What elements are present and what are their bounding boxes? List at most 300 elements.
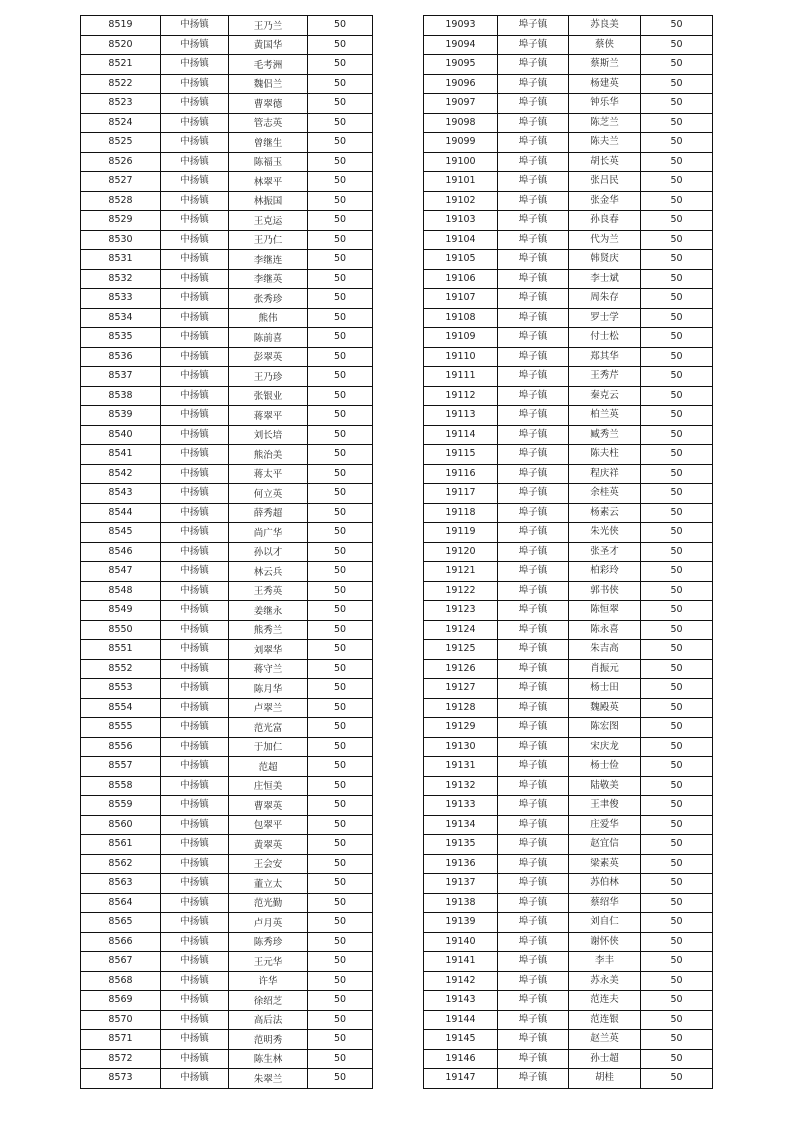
cell-amount: 50 [641, 1030, 713, 1050]
table-row [81, 484, 373, 504]
cell-amount: 50 [308, 737, 373, 757]
cell-amount: 50 [641, 562, 713, 582]
cell-amount: 50 [641, 932, 713, 952]
cell-name: 臧秀兰 [569, 425, 641, 445]
cell-id: 19098 [424, 113, 498, 133]
cell-town: 中扬镇 [161, 1030, 229, 1050]
table-row [81, 893, 373, 913]
cell-id: 19132 [424, 776, 498, 796]
cell-town: 中扬镇 [161, 347, 229, 367]
cell-amount: 50 [308, 250, 373, 270]
cell-name: 李继连 [229, 250, 308, 270]
cell-town: 中扬镇 [161, 562, 229, 582]
cell-id: 19133 [424, 796, 498, 816]
cell-amount: 50 [308, 35, 373, 55]
cell-name: 李继英 [229, 269, 308, 289]
cell-town: 埠子镇 [498, 757, 569, 777]
cell-town: 埠子镇 [498, 854, 569, 874]
table-row [424, 1069, 713, 1089]
table-row [424, 737, 713, 757]
cell-amount: 50 [308, 581, 373, 601]
cell-town: 埠子镇 [498, 347, 569, 367]
cell-amount: 50 [308, 94, 373, 114]
cell-id: 19129 [424, 718, 498, 738]
cell-amount: 50 [308, 445, 373, 465]
cell-id: 8565 [81, 913, 161, 933]
table-row [81, 913, 373, 933]
cell-name: 孙士超 [569, 1049, 641, 1069]
cell-name: 朱光侠 [569, 523, 641, 543]
cell-amount: 50 [641, 815, 713, 835]
table-row [81, 854, 373, 874]
cell-town: 中扬镇 [161, 464, 229, 484]
cell-amount: 50 [308, 211, 373, 231]
cell-amount: 50 [641, 289, 713, 309]
cell-id: 8561 [81, 835, 161, 855]
cell-town: 中扬镇 [161, 542, 229, 562]
cell-amount: 50 [641, 718, 713, 738]
cell-id: 19118 [424, 503, 498, 523]
table-row [81, 464, 373, 484]
cell-name: 周朱存 [569, 289, 641, 309]
cell-name: 曾继生 [229, 133, 308, 153]
table-row [81, 211, 373, 231]
cell-name: 宋庆龙 [569, 737, 641, 757]
cell-town: 中扬镇 [161, 601, 229, 621]
cell-id: 19115 [424, 445, 498, 465]
cell-amount: 50 [641, 796, 713, 816]
cell-name: 杨士田 [569, 679, 641, 699]
cell-name: 王聿俊 [569, 796, 641, 816]
cell-town: 埠子镇 [498, 445, 569, 465]
cell-name: 庄恒美 [229, 776, 308, 796]
cell-town: 埠子镇 [498, 425, 569, 445]
cell-amount: 50 [641, 952, 713, 972]
cell-amount: 50 [641, 913, 713, 933]
cell-amount: 50 [308, 815, 373, 835]
cell-town: 埠子镇 [498, 16, 569, 36]
table-row [424, 133, 713, 153]
table-row [424, 659, 713, 679]
cell-town: 中扬镇 [161, 445, 229, 465]
cell-town: 埠子镇 [498, 523, 569, 543]
table-row [424, 679, 713, 699]
table-row [81, 94, 373, 114]
cell-amount: 50 [641, 620, 713, 640]
cell-id: 19105 [424, 250, 498, 270]
cell-town: 埠子镇 [498, 776, 569, 796]
table-row [81, 16, 373, 36]
table-row [424, 542, 713, 562]
cell-town: 中扬镇 [161, 425, 229, 445]
cell-id: 8551 [81, 640, 161, 660]
cell-town: 埠子镇 [498, 308, 569, 328]
cell-id: 8547 [81, 562, 161, 582]
table-row [81, 620, 373, 640]
cell-name: 苏伯林 [569, 874, 641, 894]
cell-amount: 50 [308, 620, 373, 640]
cell-amount: 50 [641, 74, 713, 94]
cell-name: 魏侣兰 [229, 74, 308, 94]
cell-town: 中扬镇 [161, 308, 229, 328]
cell-id: 19143 [424, 991, 498, 1011]
cell-id: 8564 [81, 893, 161, 913]
cell-town: 中扬镇 [161, 16, 229, 36]
table-row [424, 191, 713, 211]
cell-town: 埠子镇 [498, 698, 569, 718]
table-row [424, 913, 713, 933]
cell-id: 8538 [81, 386, 161, 406]
cell-id: 8545 [81, 523, 161, 543]
cell-id: 8548 [81, 581, 161, 601]
cell-amount: 50 [641, 386, 713, 406]
cell-id: 8559 [81, 796, 161, 816]
cell-id: 8530 [81, 230, 161, 250]
table-row [424, 932, 713, 952]
table-row [424, 406, 713, 426]
cell-town: 埠子镇 [498, 464, 569, 484]
table-row [424, 152, 713, 172]
table-row [424, 562, 713, 582]
cell-amount: 50 [308, 854, 373, 874]
table-row [424, 952, 713, 972]
cell-town: 中扬镇 [161, 74, 229, 94]
cell-name: 许华 [229, 971, 308, 991]
cell-name: 包翠平 [229, 815, 308, 835]
cell-name: 蒋翠平 [229, 406, 308, 426]
cell-amount: 50 [641, 601, 713, 621]
table-row [81, 640, 373, 660]
cell-name: 徐绍芝 [229, 991, 308, 1011]
cell-name: 林翠平 [229, 172, 308, 192]
cell-id: 19110 [424, 347, 498, 367]
cell-name: 苏永美 [569, 971, 641, 991]
table-row [424, 523, 713, 543]
cell-name: 柏兰英 [569, 406, 641, 426]
cell-name: 赵宜信 [569, 835, 641, 855]
cell-amount: 50 [308, 113, 373, 133]
table-row [81, 425, 373, 445]
table-row [81, 991, 373, 1011]
table-row [424, 445, 713, 465]
cell-name: 熊秀兰 [229, 620, 308, 640]
cell-name: 张吕民 [569, 172, 641, 192]
cell-id: 19112 [424, 386, 498, 406]
roster-table-right [423, 15, 713, 1089]
cell-name: 秦克云 [569, 386, 641, 406]
table-row [81, 367, 373, 387]
cell-town: 中扬镇 [161, 835, 229, 855]
cell-amount: 50 [641, 640, 713, 660]
cell-name: 管志英 [229, 113, 308, 133]
table-row [81, 445, 373, 465]
cell-id: 19125 [424, 640, 498, 660]
cell-id: 19137 [424, 874, 498, 894]
table-row [81, 1010, 373, 1030]
cell-amount: 50 [641, 835, 713, 855]
cell-amount: 50 [641, 523, 713, 543]
table-row [424, 289, 713, 309]
cell-amount: 50 [308, 308, 373, 328]
cell-amount: 50 [641, 328, 713, 348]
cell-town: 埠子镇 [498, 542, 569, 562]
table-row [424, 230, 713, 250]
cell-id: 8552 [81, 659, 161, 679]
table-row [81, 35, 373, 55]
cell-town: 埠子镇 [498, 815, 569, 835]
table-row [81, 347, 373, 367]
cell-town: 埠子镇 [498, 367, 569, 387]
cell-amount: 50 [641, 1049, 713, 1069]
cell-name: 余桂英 [569, 484, 641, 504]
cell-name: 张银业 [229, 386, 308, 406]
cell-id: 8524 [81, 113, 161, 133]
roster-body-left [81, 16, 373, 1089]
cell-amount: 50 [641, 113, 713, 133]
cell-name: 付士松 [569, 328, 641, 348]
cell-amount: 50 [641, 55, 713, 75]
table-row [424, 503, 713, 523]
table-row [81, 874, 373, 894]
cell-amount: 50 [308, 503, 373, 523]
cell-name: 张秀珍 [229, 289, 308, 309]
cell-town: 埠子镇 [498, 640, 569, 660]
cell-town: 中扬镇 [161, 152, 229, 172]
cell-name: 王秀芹 [569, 367, 641, 387]
cell-town: 中扬镇 [161, 854, 229, 874]
table-row [424, 854, 713, 874]
cell-name: 陈福玉 [229, 152, 308, 172]
cell-amount: 50 [308, 74, 373, 94]
cell-amount: 50 [308, 796, 373, 816]
cell-id: 19123 [424, 601, 498, 621]
cell-town: 中扬镇 [161, 679, 229, 699]
cell-id: 19147 [424, 1069, 498, 1089]
cell-town: 埠子镇 [498, 191, 569, 211]
cell-name: 熊伟 [229, 308, 308, 328]
table-row [424, 620, 713, 640]
cell-id: 19095 [424, 55, 498, 75]
table-row [424, 94, 713, 114]
cell-id: 8557 [81, 757, 161, 777]
cell-amount: 50 [641, 581, 713, 601]
table-row [424, 211, 713, 231]
cell-town: 埠子镇 [498, 874, 569, 894]
cell-id: 19122 [424, 581, 498, 601]
table-row [81, 269, 373, 289]
cell-town: 埠子镇 [498, 796, 569, 816]
cell-name: 彭翠英 [229, 347, 308, 367]
table-row [81, 308, 373, 328]
cell-town: 埠子镇 [498, 328, 569, 348]
table-row [81, 328, 373, 348]
cell-id: 8525 [81, 133, 161, 153]
cell-name: 柏彩玲 [569, 562, 641, 582]
cell-id: 19130 [424, 737, 498, 757]
cell-name: 熊治美 [229, 445, 308, 465]
cell-id: 8523 [81, 94, 161, 114]
cell-name: 陈夫兰 [569, 133, 641, 153]
cell-name: 陈恒翠 [569, 601, 641, 621]
table-row [81, 289, 373, 309]
cell-id: 8519 [81, 16, 161, 36]
cell-town: 中扬镇 [161, 1010, 229, 1030]
cell-amount: 50 [641, 893, 713, 913]
table-row [81, 679, 373, 699]
cell-name: 梁素英 [569, 854, 641, 874]
cell-id: 19100 [424, 152, 498, 172]
cell-amount: 50 [641, 308, 713, 328]
cell-amount: 50 [641, 425, 713, 445]
cell-id: 19138 [424, 893, 498, 913]
cell-town: 埠子镇 [498, 1030, 569, 1050]
cell-amount: 50 [641, 679, 713, 699]
cell-id: 8521 [81, 55, 161, 75]
cell-amount: 50 [308, 640, 373, 660]
cell-amount: 50 [641, 1010, 713, 1030]
cell-name: 蔡斯兰 [569, 55, 641, 75]
table-row [81, 133, 373, 153]
cell-name: 董立太 [229, 874, 308, 894]
table-row [81, 1030, 373, 1050]
cell-id: 8549 [81, 601, 161, 621]
cell-amount: 50 [308, 835, 373, 855]
cell-amount: 50 [308, 328, 373, 348]
cell-town: 中扬镇 [161, 737, 229, 757]
cell-town: 埠子镇 [498, 952, 569, 972]
cell-name: 高后法 [229, 1010, 308, 1030]
cell-id: 8542 [81, 464, 161, 484]
cell-amount: 50 [308, 172, 373, 192]
cell-name: 蒋太平 [229, 464, 308, 484]
table-row [424, 776, 713, 796]
cell-town: 中扬镇 [161, 386, 229, 406]
table-row [424, 74, 713, 94]
cell-amount: 50 [308, 1010, 373, 1030]
cell-id: 19124 [424, 620, 498, 640]
cell-amount: 50 [641, 874, 713, 894]
cell-id: 19094 [424, 35, 498, 55]
cell-town: 埠子镇 [498, 74, 569, 94]
cell-town: 中扬镇 [161, 620, 229, 640]
cell-id: 19108 [424, 308, 498, 328]
table-row [424, 35, 713, 55]
cell-amount: 50 [641, 211, 713, 231]
table-row [424, 991, 713, 1011]
cell-town: 埠子镇 [498, 679, 569, 699]
cell-id: 19114 [424, 425, 498, 445]
table-row [81, 542, 373, 562]
cell-town: 埠子镇 [498, 230, 569, 250]
cell-town: 中扬镇 [161, 250, 229, 270]
cell-town: 埠子镇 [498, 133, 569, 153]
cell-id: 19111 [424, 367, 498, 387]
cell-amount: 50 [641, 269, 713, 289]
cell-amount: 50 [308, 484, 373, 504]
table-row [81, 230, 373, 250]
cell-name: 王乃珍 [229, 367, 308, 387]
table-row [81, 562, 373, 582]
table-row [81, 971, 373, 991]
cell-id: 19093 [424, 16, 498, 36]
table-row [424, 1010, 713, 1030]
cell-town: 中扬镇 [161, 191, 229, 211]
cell-town: 埠子镇 [498, 562, 569, 582]
cell-id: 19107 [424, 289, 498, 309]
cell-name: 薛秀超 [229, 503, 308, 523]
cell-id: 8550 [81, 620, 161, 640]
cell-name: 刘长培 [229, 425, 308, 445]
cell-amount: 50 [308, 718, 373, 738]
cell-id: 19134 [424, 815, 498, 835]
cell-name: 胡长英 [569, 152, 641, 172]
cell-id: 8537 [81, 367, 161, 387]
cell-id: 8528 [81, 191, 161, 211]
cell-town: 中扬镇 [161, 757, 229, 777]
cell-name: 杨素云 [569, 503, 641, 523]
cell-amount: 50 [308, 698, 373, 718]
cell-amount: 50 [308, 776, 373, 796]
cell-amount: 50 [308, 269, 373, 289]
table-row [81, 406, 373, 426]
cell-town: 埠子镇 [498, 1049, 569, 1069]
cell-name: 陈宏图 [569, 718, 641, 738]
cell-name: 黄翠英 [229, 835, 308, 855]
table-row [81, 523, 373, 543]
cell-town: 埠子镇 [498, 659, 569, 679]
table-row [424, 581, 713, 601]
cell-id: 19146 [424, 1049, 498, 1069]
cell-town: 中扬镇 [161, 94, 229, 114]
cell-id: 8540 [81, 425, 161, 445]
cell-id: 8567 [81, 952, 161, 972]
table-row [424, 893, 713, 913]
cell-id: 8562 [81, 854, 161, 874]
table-row [81, 1049, 373, 1069]
cell-id: 8526 [81, 152, 161, 172]
cell-id: 8520 [81, 35, 161, 55]
cell-name: 郑其华 [569, 347, 641, 367]
table-row [81, 718, 373, 738]
cell-town: 埠子镇 [498, 289, 569, 309]
cell-amount: 50 [641, 250, 713, 270]
cell-name: 陈前喜 [229, 328, 308, 348]
cell-amount: 50 [641, 367, 713, 387]
table-row [81, 172, 373, 192]
cell-town: 中扬镇 [161, 893, 229, 913]
cell-name: 陈月华 [229, 679, 308, 699]
cell-town: 埠子镇 [498, 152, 569, 172]
cell-amount: 50 [641, 971, 713, 991]
cell-name: 胡桂 [569, 1069, 641, 1089]
table-row [424, 172, 713, 192]
table-row [424, 328, 713, 348]
cell-town: 埠子镇 [498, 913, 569, 933]
cell-town: 埠子镇 [498, 250, 569, 270]
cell-town: 中扬镇 [161, 1069, 229, 1089]
cell-town: 中扬镇 [161, 1049, 229, 1069]
table-row [81, 191, 373, 211]
cell-name: 王秀英 [229, 581, 308, 601]
cell-name: 张金华 [569, 191, 641, 211]
cell-id: 8543 [81, 484, 161, 504]
cell-id: 8531 [81, 250, 161, 270]
cell-name: 刘自仁 [569, 913, 641, 933]
cell-amount: 50 [308, 601, 373, 621]
cell-amount: 50 [308, 971, 373, 991]
cell-name: 卢翠兰 [229, 698, 308, 718]
table-row [424, 484, 713, 504]
